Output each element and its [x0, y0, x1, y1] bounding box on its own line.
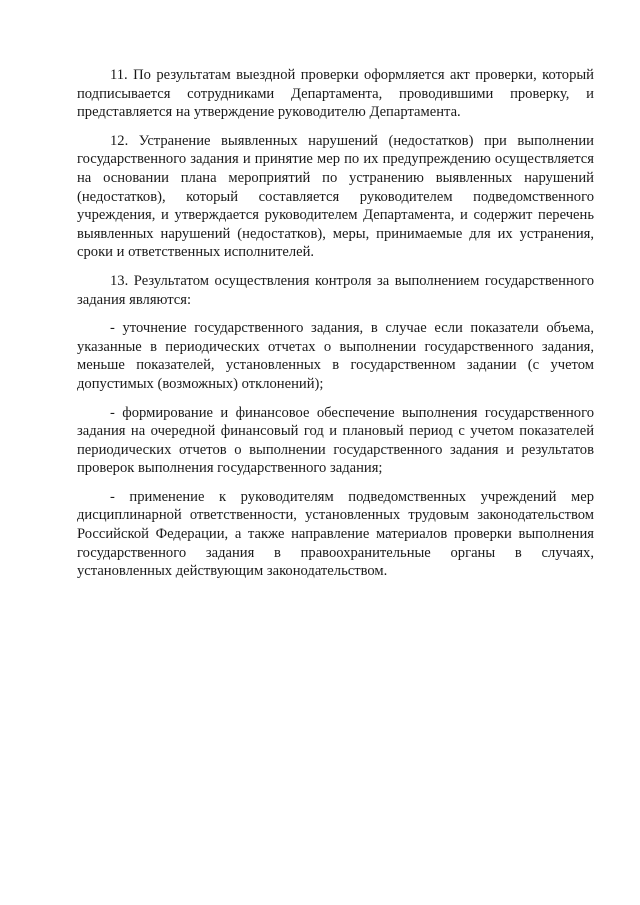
- list-item-disciplinary: - применение к руководителям подведомственных учреждений мер дисциплинарной ответственности, установленных трудовым законодательством Российской Федерации, а также направление материалов проверки выполнения государственного задания в правоохранительные органы в случаях, установленных действующим законодательством.: [77, 488, 594, 580]
- list-item-clarification: - уточнение государственного задания, в случае если показатели объема, указанные в периодических отчетах о выполнении государственного задания, меньше показателей, установленных в государственном задании (с учетом допустимых (возможных) отклонений);: [77, 320, 594, 392]
- list-item-financing: - формирование и финансовое обеспечение выполнения государственного задания на очередной финансовый год и плановый период с учетом показателей периодических отчетов о выполнении государственного задания и результатов проверок выполнения государственного задания;: [77, 404, 594, 477]
- document-body: [77, 66, 594, 591]
- paragraph-12: 12. Устранение выявленных нарушений (недостатков) при выполнении государственного задания и принятие мер по их предупреждению осуществляется на основании плана мероприятий по устранению выявленных нарушений (недостатков), который составляется руководителем подведомственного учреждения, и утверждается руководителем Департамента, и содержит перечень выявленных нарушений (недостатков), меры, принимаемые для их устранения, сроки и ответственных исполнителей.: [77, 132, 594, 261]
- paragraph-11: 11. По результатам выездной проверки оформляется акт проверки, который подписывается сотрудниками Департамента, проводившими проверку, и представляется на утверждение руководителю Департамента.: [77, 67, 594, 121]
- paragraph-13: 13. Результатом осуществления контроля за выполнением государственного задания являются:: [77, 272, 594, 308]
